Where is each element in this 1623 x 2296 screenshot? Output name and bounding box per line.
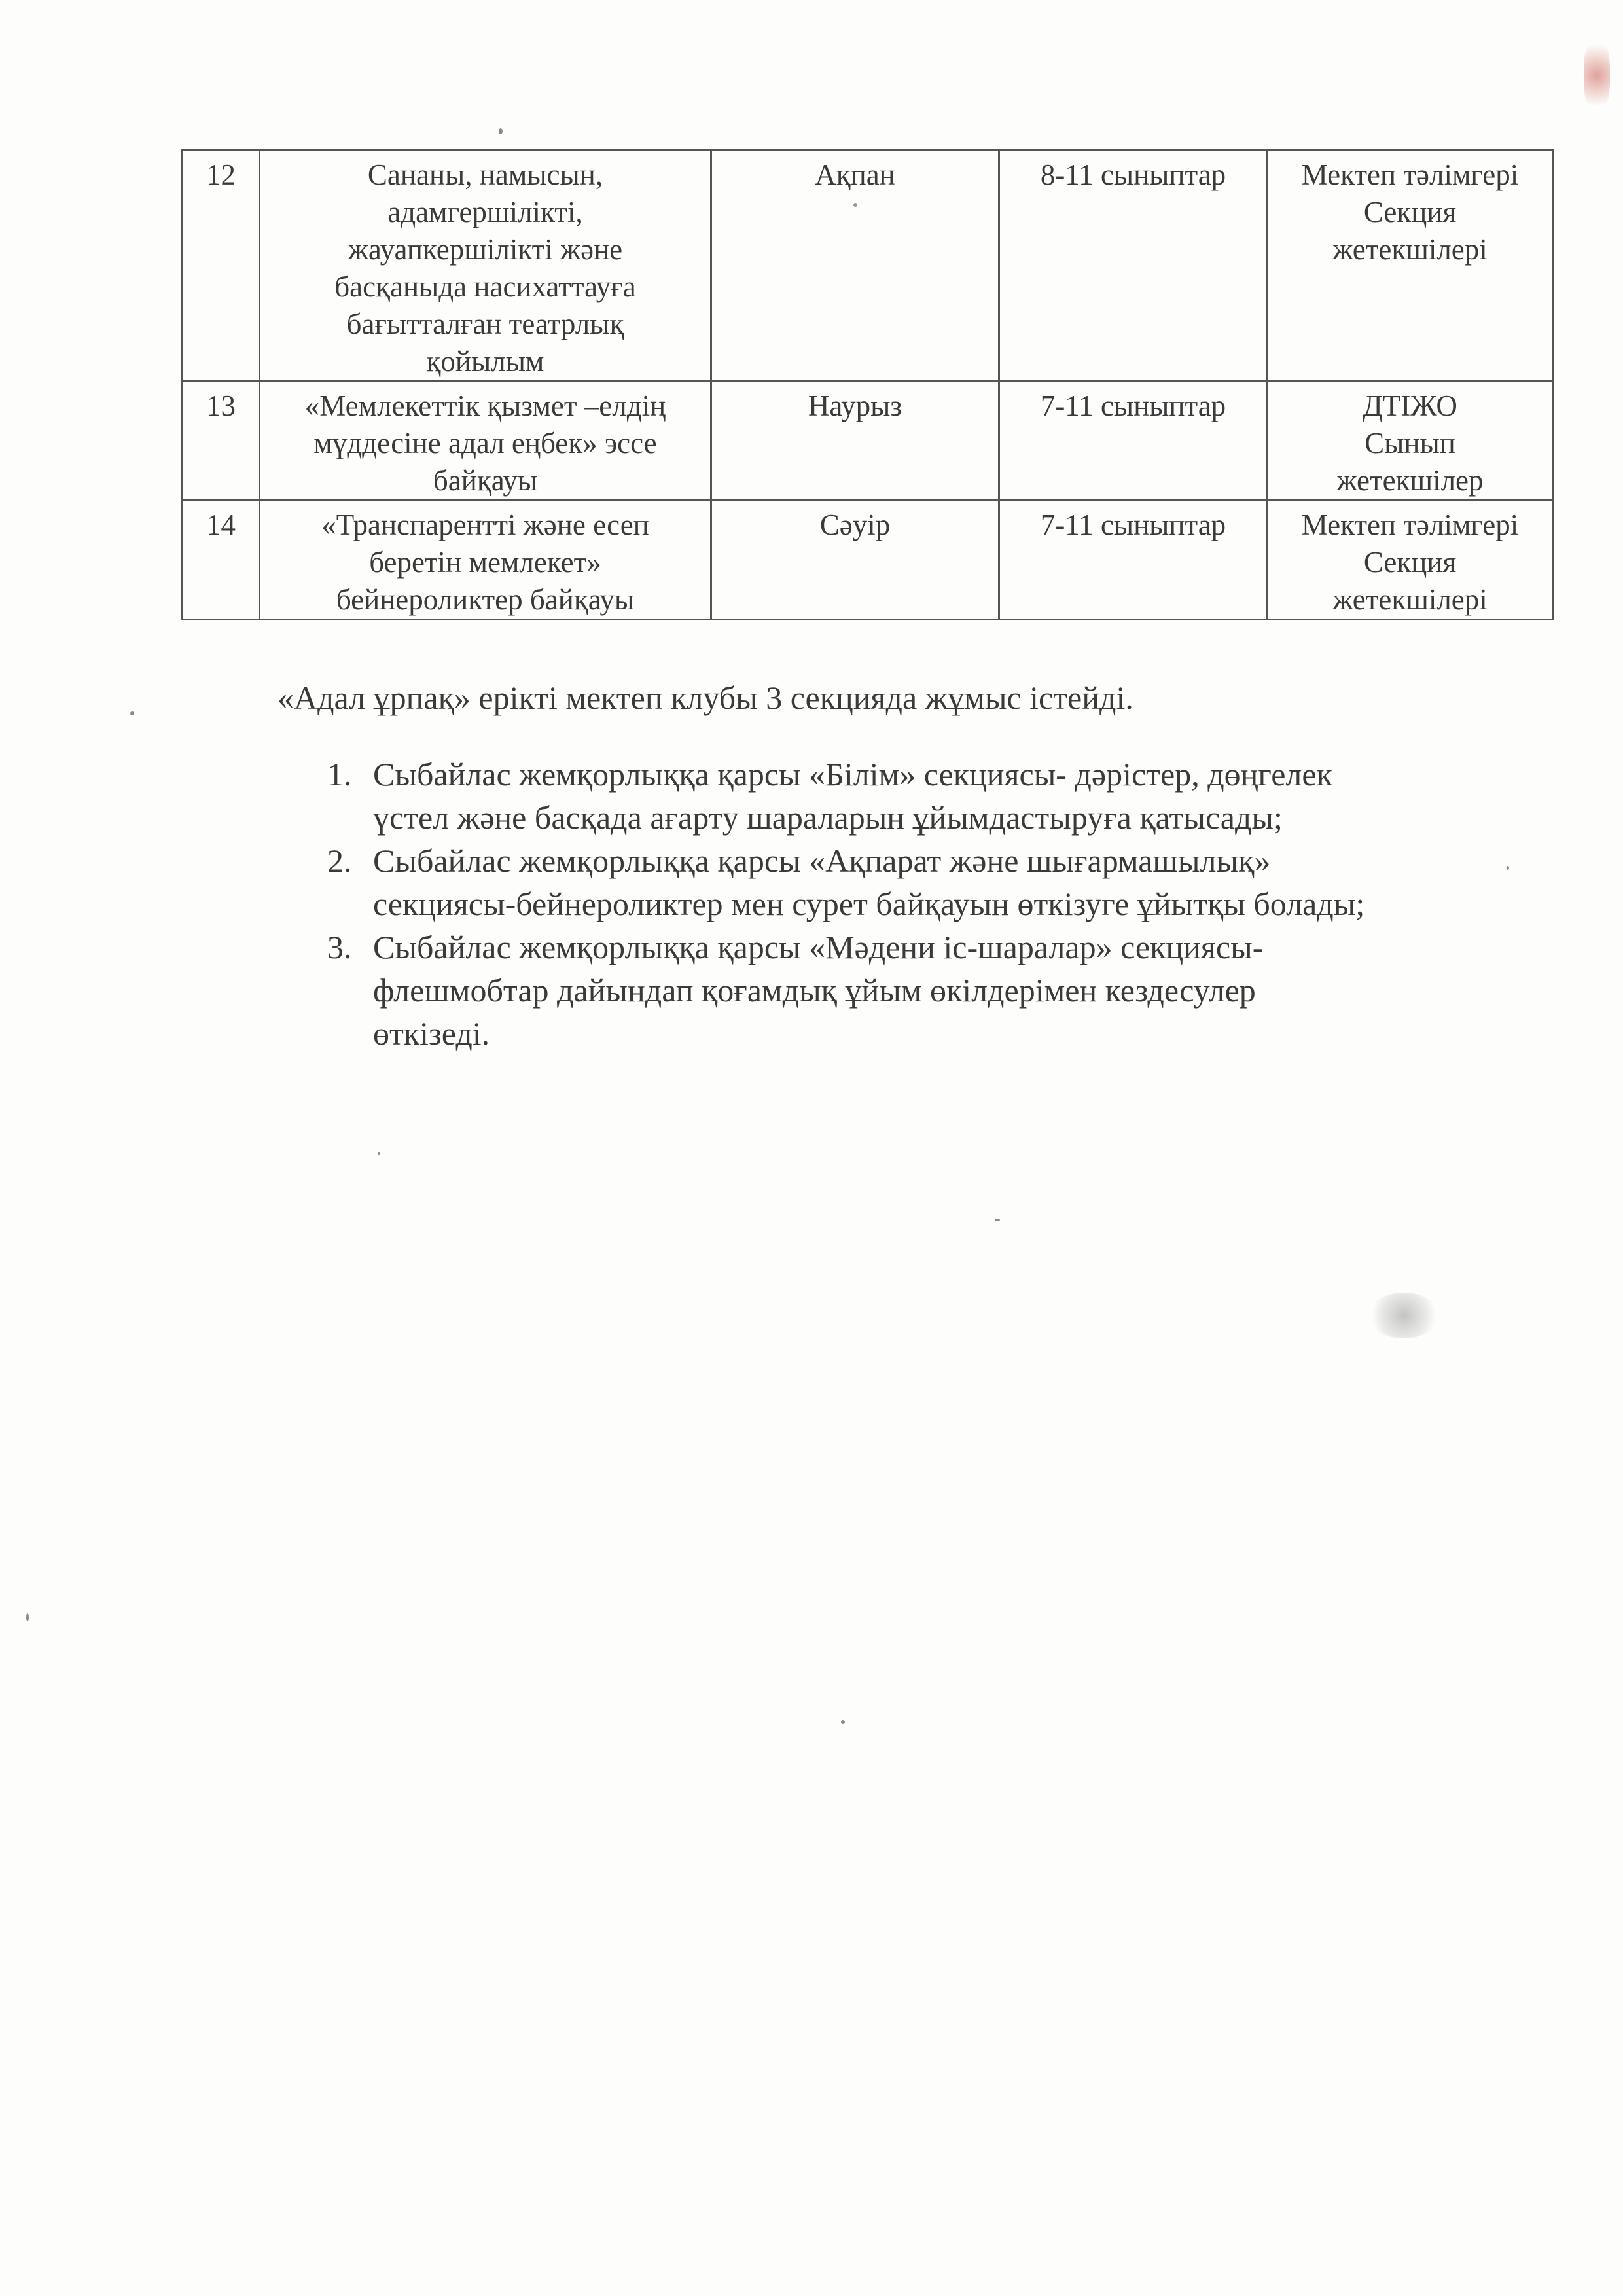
event-responsible (1268, 501, 1553, 620)
scan-speck (995, 1219, 1000, 1221)
list-item-line: флешмобтар дайындап қоғамдық ұйым өкілдерімен кездесулер (373, 972, 1256, 1009)
responsible-line: ДТІЖО (1363, 389, 1457, 422)
list-item-line: Сыбайлас жемқорлыққа қарсы «Ақпарат және шығармашылық» (373, 842, 1271, 879)
event-name-line: «Транспарентті және есеп (321, 509, 649, 541)
row-number: 13 (183, 382, 260, 501)
list-item-line: секциясы-бейнероликтер мен сурет байқауын өткізуге ұйытқы болады; (373, 886, 1365, 922)
responsible-line: Сынып (1364, 427, 1455, 459)
event-name (260, 382, 711, 501)
scan-speck (499, 128, 503, 134)
list-item-number: 1. (327, 756, 352, 793)
list-item-number: 2. (327, 842, 352, 879)
event-month: Сәуір (711, 501, 999, 620)
responsible-line: жетекшілер (1336, 464, 1484, 497)
list-item-line: үстел және басқада ағарту шараларын ұйымдастыруға қатысады; (373, 799, 1283, 836)
scan-speck (26, 1613, 29, 1621)
event-grades: 7-11 сыныптар (999, 382, 1268, 501)
event-grades: 8-11 сыныптар (999, 151, 1268, 382)
responsible-line: Секция (1363, 196, 1457, 228)
event-name (260, 151, 711, 382)
list-item-line: өткізеді. (373, 1015, 490, 1052)
event-name-line: Сананы, намысын, (367, 158, 603, 191)
event-name-line: жауапкершілікті және (348, 233, 623, 266)
responsible-line: Мектеп тәлімгері (1301, 158, 1519, 191)
event-name-line: байқауы (433, 464, 538, 497)
scan-speck (841, 1720, 845, 1724)
list-item-line: Сыбайлас жемқорлыққа қарсы «Білім» секциясы- дәрістер, дөңгелек (373, 756, 1332, 793)
event-name-line: бағытталған театрлық (346, 308, 624, 340)
row-number: 14 (183, 501, 260, 620)
event-responsible (1268, 151, 1553, 382)
sections-list (327, 753, 1558, 1055)
event-month: Наурыз (711, 382, 999, 501)
event-name-line: басқаныда насихаттауға (334, 270, 636, 303)
event-name-line: мүддесіне адал еңбек» эссе (313, 427, 657, 459)
scan-speck (378, 1152, 380, 1155)
responsible-line: жетекшілері (1332, 583, 1488, 616)
club-intro-paragraph: «Адал ұрпақ» ерікті мектеп клубы 3 секцияда жұмыс істейді. (277, 679, 1133, 716)
events-table (181, 149, 1554, 620)
responsible-line: жетекшілері (1332, 233, 1488, 266)
table-row (183, 382, 1553, 501)
event-name (260, 501, 711, 620)
scan-smudge (1368, 1293, 1440, 1338)
list-item-number: 3. (327, 929, 352, 965)
table-row (183, 151, 1553, 382)
event-name-line: адамгершілікті, (387, 196, 583, 228)
event-name-line: бейнероликтер байқауы (336, 583, 635, 616)
list-item-line: Сыбайлас жемқорлыққа қарсы «Мәдени іс-шаралар» секциясы- (373, 929, 1264, 965)
list-item (327, 925, 1558, 1055)
table-row (183, 501, 1553, 620)
responsible-line: Мектеп тәлімгері (1301, 509, 1519, 541)
list-item (327, 839, 1558, 925)
event-month-text: Ақпан (815, 158, 895, 191)
event-month (711, 151, 999, 382)
list-item (327, 753, 1558, 839)
scan-speck (130, 711, 134, 715)
event-name-line: беретін мемлекет» (369, 546, 601, 579)
scan-dot (853, 203, 857, 207)
scan-speck (1507, 866, 1509, 870)
event-name-line: «Мемлекеттік қызмет –елдің (304, 389, 666, 422)
event-responsible (1268, 382, 1553, 501)
event-name-line: қойылым (426, 345, 544, 378)
responsible-line: Секция (1363, 546, 1457, 579)
row-number: 12 (183, 151, 260, 382)
scan-mark (1584, 39, 1610, 111)
event-grades: 7-11 сыныптар (999, 501, 1268, 620)
